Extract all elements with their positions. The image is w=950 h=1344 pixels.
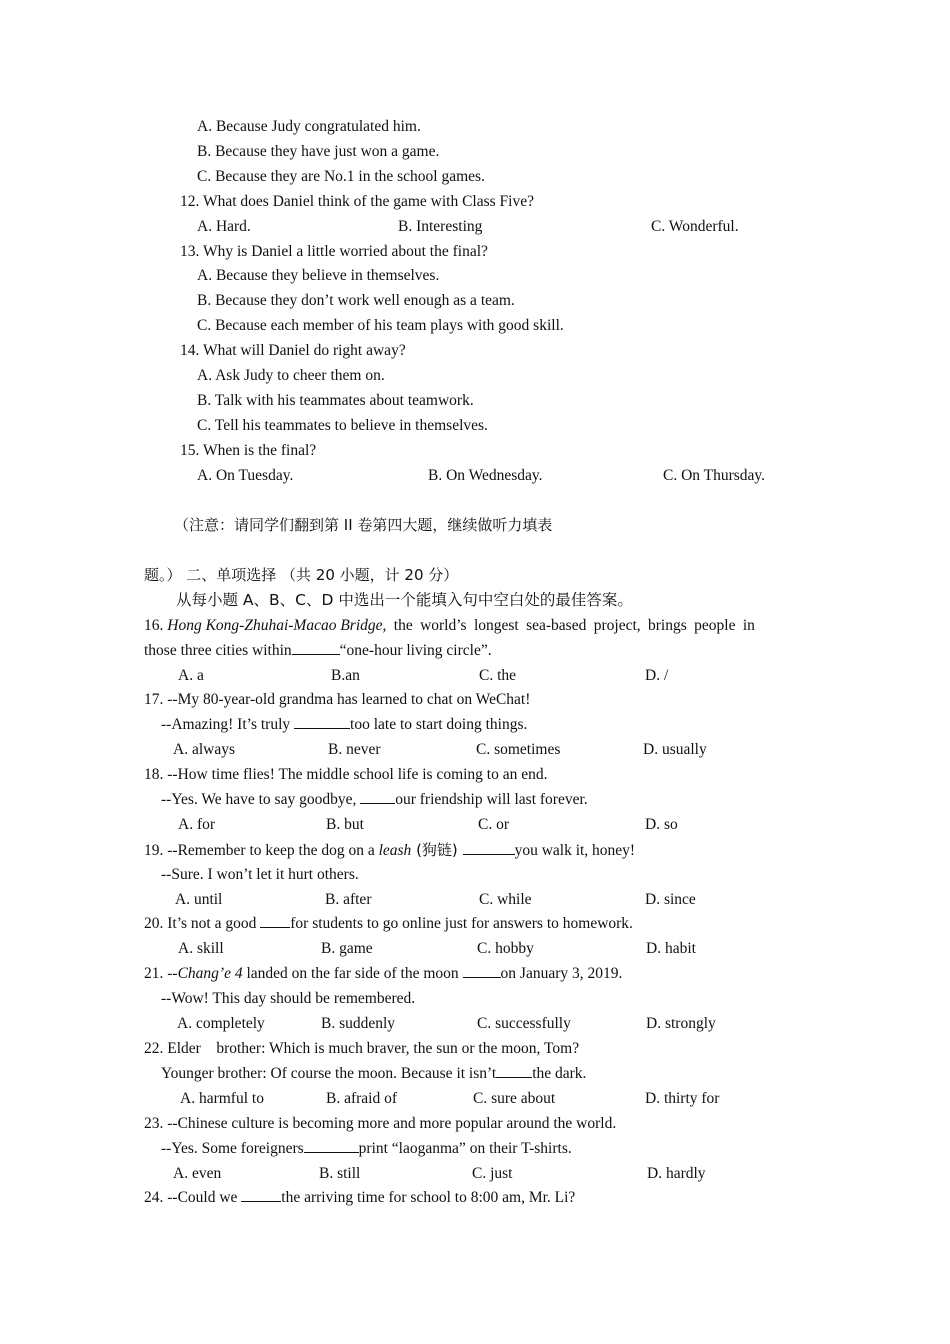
q24-blank xyxy=(241,1188,281,1202)
q21-option-b: B. suddenly xyxy=(321,1015,396,1032)
q21-option-d: D. strongly xyxy=(646,1015,716,1032)
q16-option-b: B.an xyxy=(331,667,360,684)
q15-stem: 15. When is the final? xyxy=(180,442,317,459)
q22-blank xyxy=(496,1064,532,1078)
q16-option-d: D. / xyxy=(645,667,669,684)
q23-line1: 23. --Chinese culture is becoming more and more popular around the world. xyxy=(144,1115,617,1132)
q23-line2-pre: --Yes. Some foreigners xyxy=(161,1140,304,1157)
q19-blank xyxy=(463,841,515,855)
q21-number: 21. -- xyxy=(144,965,178,982)
q20-line1 xyxy=(144,914,633,934)
q19-line2: --Sure. I won’t let it hurt others. xyxy=(161,866,359,883)
q20-line1-post: for students to go online just for answers to homework. xyxy=(290,915,633,932)
q18-blank xyxy=(360,790,395,804)
q16-line2 xyxy=(144,641,492,661)
q17-line2-pre: --Amazing! It’s truly xyxy=(161,716,295,733)
q23-line2-post: print “laoganma” on their T-shirts. xyxy=(358,1140,572,1157)
q14-option-c: C. Tell his teammates to believe in themselves. xyxy=(197,417,488,434)
q15-option-b: B. On Wednesday. xyxy=(428,467,543,484)
q24-line1-post: the arriving time for school to 8:00 am, Mr. Li? xyxy=(281,1189,576,1206)
q18-line2-pre: --Yes. We have to say goodbye, xyxy=(161,791,361,808)
q22-line2 xyxy=(161,1064,586,1084)
q24-line1-pre: 24. --Could we xyxy=(144,1189,242,1206)
q23-blank xyxy=(304,1139,359,1153)
q21-option-a: A. completely xyxy=(177,1015,265,1032)
q18-line2-post: our friendship will last forever. xyxy=(395,791,588,808)
q21-line1 xyxy=(144,964,622,984)
q16-option-a: A. a xyxy=(178,667,204,684)
q12-option-c: C. Wonderful. xyxy=(651,218,739,235)
q17-line1: 17. --My 80-year-old grandma has learned to chat on WeChat! xyxy=(144,691,531,708)
q19-option-b: B. after xyxy=(325,891,372,908)
q20-option-b: B. game xyxy=(321,940,373,957)
q13-option-b: B. Because they don’t work well enough as a team. xyxy=(197,292,515,309)
q21-line2: --Wow! This day should be remembered. xyxy=(161,990,416,1007)
q21-spacecraft-name: Chang’e 4 xyxy=(177,965,243,982)
q12-stem: 12. What does Daniel think of the game with Class Five? xyxy=(180,193,534,210)
q22-option-b: B. afraid of xyxy=(326,1090,398,1107)
q17-option-a: A. always xyxy=(173,741,235,758)
q12-option-a: A. Hard. xyxy=(197,218,251,235)
q23-option-d: D. hardly xyxy=(647,1165,706,1182)
q18-option-c: C. or xyxy=(478,816,509,833)
q11-option-b: B. Because they have just won a game. xyxy=(197,143,440,160)
q18-option-a: A. for xyxy=(178,816,216,833)
q20-option-d: D. habit xyxy=(646,940,696,957)
q16-blank xyxy=(292,641,340,655)
q18-line1: 18. --How time flies! The middle school life is coming to an end. xyxy=(144,766,548,783)
q22-line1: 22. Elder brother: Which is much braver, the sun or the moon, Tom? xyxy=(144,1040,580,1057)
q21-line1-mid: landed on the far side of the moon xyxy=(242,965,463,982)
q23-option-b: B. still xyxy=(319,1165,361,1182)
q22-option-d: D. thirty for xyxy=(645,1090,720,1107)
q22-option-c: C. sure about xyxy=(473,1090,556,1107)
q20-option-c: C. hobby xyxy=(477,940,534,957)
q18-line2 xyxy=(161,790,588,810)
q18-option-b: B. but xyxy=(326,816,364,833)
q13-stem: 13. Why is Daniel a little worried about the final? xyxy=(180,243,488,260)
q22-option-a: A. harmful to xyxy=(180,1090,264,1107)
q23-option-a: A. even xyxy=(173,1165,222,1182)
q19-option-d: D. since xyxy=(645,891,696,908)
q16-stem-rest: the world’s longest sea-based project, brings people in xyxy=(386,617,755,634)
q22-line2-pre: Younger brother: Of course the moon. Because it isn’t xyxy=(161,1065,497,1082)
q19-option-c: C. while xyxy=(479,891,532,908)
q12-option-b: B. Interesting xyxy=(398,218,483,235)
q14-stem: 14. What will Daniel do right away? xyxy=(180,342,406,359)
q21-line1-post: on January 3, 2019. xyxy=(500,965,623,982)
q19-option-a: A. until xyxy=(175,891,223,908)
q17-option-b: B. never xyxy=(328,741,381,758)
q14-option-a: A. Ask Judy to cheer them on. xyxy=(197,367,385,384)
section-heading: 题。） 二、单项选择 （共 20 小题，计 20 分） xyxy=(144,566,459,584)
q15-option-a: A. On Tuesday. xyxy=(197,467,294,484)
q19-leash-word: leash xyxy=(378,842,412,859)
q23-line2 xyxy=(161,1139,572,1159)
q24-line1 xyxy=(144,1188,575,1208)
q17-line2-post: too late to start doing things. xyxy=(350,716,528,733)
q15-option-c: C. On Thursday. xyxy=(663,467,766,484)
q11-option-a: A. Because Judy congratulated him. xyxy=(197,118,421,135)
q23-option-c: C. just xyxy=(472,1165,513,1182)
q19-line1 xyxy=(144,840,635,861)
q16-line2-pre: those three cities within xyxy=(144,642,292,659)
q17-option-d: D. usually xyxy=(643,741,707,758)
q19-line1-pre: 19. --Remember to keep the dog on a xyxy=(144,842,379,859)
q17-blank xyxy=(294,715,350,729)
q16-bridge-name: Hong Kong-Zhuhai-Macao Bridge, xyxy=(167,617,387,634)
q14-option-b: B. Talk with his teammates about teamwork. xyxy=(197,392,474,409)
q21-blank xyxy=(463,964,501,978)
q16-number: 16. xyxy=(144,617,164,634)
q11-option-c: C. Because they are No.1 in the school games. xyxy=(197,168,485,185)
q21-option-c: C. successfully xyxy=(477,1015,571,1032)
q16-line1 xyxy=(144,616,808,636)
q16-line2-post: “one-hour living circle”. xyxy=(339,642,492,659)
q19-gloss: (狗链) xyxy=(411,841,463,859)
q13-option-a: A. Because they believe in themselves. xyxy=(197,267,440,284)
q18-option-d: D. so xyxy=(645,816,678,833)
q20-blank xyxy=(260,914,290,928)
q17-option-c: C. sometimes xyxy=(476,741,561,758)
q22-line2-post: the dark. xyxy=(532,1065,587,1082)
q17-line2 xyxy=(161,715,527,735)
q13-option-c: C. Because each member of his team plays with good skill. xyxy=(197,317,564,334)
section-instruction: 从每小题 A、B、C、D 中选出一个能填入句中空白处的最佳答案。 xyxy=(176,591,633,609)
q19-line1-post: you walk it, honey! xyxy=(514,842,636,859)
q16-option-c: C. the xyxy=(479,667,517,684)
q20-line1-pre: 20. It’s not a good xyxy=(144,915,261,932)
q20-option-a: A. skill xyxy=(178,940,224,957)
listening-note: （注意：请同学们翻到第 II 卷第四大题，继续做听力填表 xyxy=(174,516,553,534)
